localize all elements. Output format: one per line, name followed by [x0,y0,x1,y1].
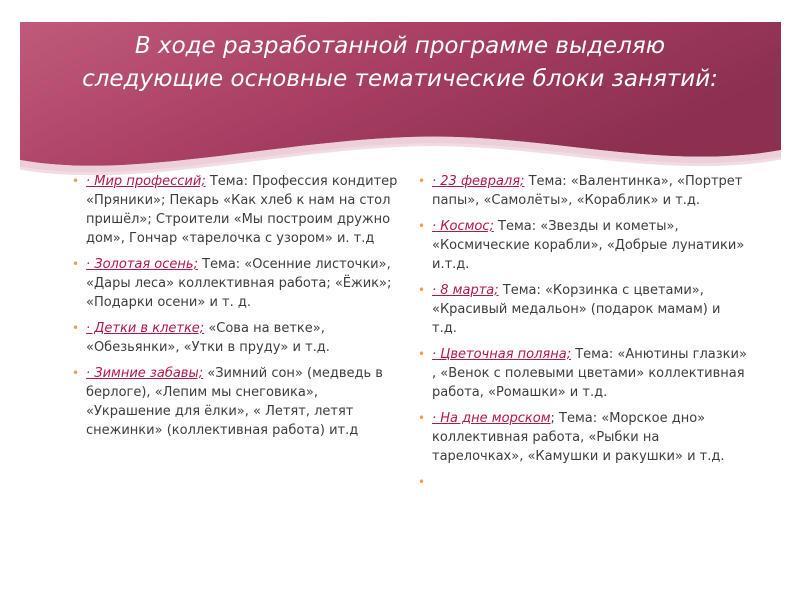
topic-block-title: · 8 марта; [432,283,499,298]
right-topic-list [418,172,748,489]
topic-block-description: Тема: «Корзинка с цветами», «Красивый медальон» (подарок мамам) и т.д. [432,283,721,336]
bullet-icon: • [418,347,426,361]
topic-block-description: ; Тема: «Морское дно» коллективная работа, «Рыбки на тарелочках», «Камушки и ракушки» и т.д. [432,411,725,464]
bullet-icon: • [418,475,426,489]
bullet-icon: • [72,366,80,380]
topic-block-title: · 23 февраля; [432,174,525,189]
slide-title: В ходе разработанной программе выделяю следующие основные тематические блоки занятий: [82,33,718,92]
bullet-icon: • [418,219,426,233]
topic-block-description: Тема: Профессия кондитер «Пряники»; Пекарь «Как хлеб к нам на стол пришёл»; Строители «Мы построим дружно дом», Гончар «тарелочка с узором» и. т.д [86,174,398,246]
topic-block-description: Тема: «Анютины глазки» , «Венок с полевыми цветами» коллективная работа, «Ромашки» и т.д. [432,347,747,400]
bullet-icon: • [72,321,80,335]
topic-block-description: Тема: «Осенние листочки», «Дары леса» коллективная работа; «Ёжик»; «Подарки осени» и т. д. [86,257,392,310]
bullet-icon: • [418,411,426,425]
topic-block-item [418,217,748,274]
slide [20,22,781,580]
left-column [72,172,402,447]
topic-block-title: · Космос; [432,219,494,234]
bullet-icon: • [418,174,426,188]
topic-block-item [418,345,748,402]
topic-block-item [72,172,402,248]
bullet-icon: • [418,283,426,297]
topic-block-item [72,255,402,312]
topic-block-title: · Золотая осень; [86,257,198,272]
topic-block-description: «Сова на ветке», «Обезьянки», «Утки в пруду» и т.д. [86,321,330,355]
topic-block-description: «Зимний сон» (медведь в берлоге), «Лепим мы снеговика», «Украшение для ёлки», « Летят, летят снежинки» (коллективная работа) ит.д [86,366,383,438]
topic-block-title: · Детки в клетке; [86,321,205,336]
topic-block-description: Тема: «Звезды и кометы», «Космические корабли», «Добрые лунатики» и.т.д. [432,219,745,272]
left-topic-list [72,172,402,440]
topic-block-item [72,319,402,357]
topic-block-item [72,364,402,440]
topic-block-title: · Зимние забавы; [86,366,204,381]
topic-block-description: Тема: «Валентинка», «Портрет папы», «Самолёты», «Кораблик» и т.д. [432,174,743,208]
topic-block-item [418,281,748,338]
topic-block-title: · Мир профессий; [86,174,206,189]
topic-block-item [418,172,748,210]
right-column [418,172,748,489]
topic-block-item [418,409,748,466]
bullet-icon: • [72,174,80,188]
topic-block-title: · На дне морском [432,411,551,426]
topic-block-title: · Цветочная поляна; [432,347,572,362]
bullet-icon: • [72,257,80,271]
